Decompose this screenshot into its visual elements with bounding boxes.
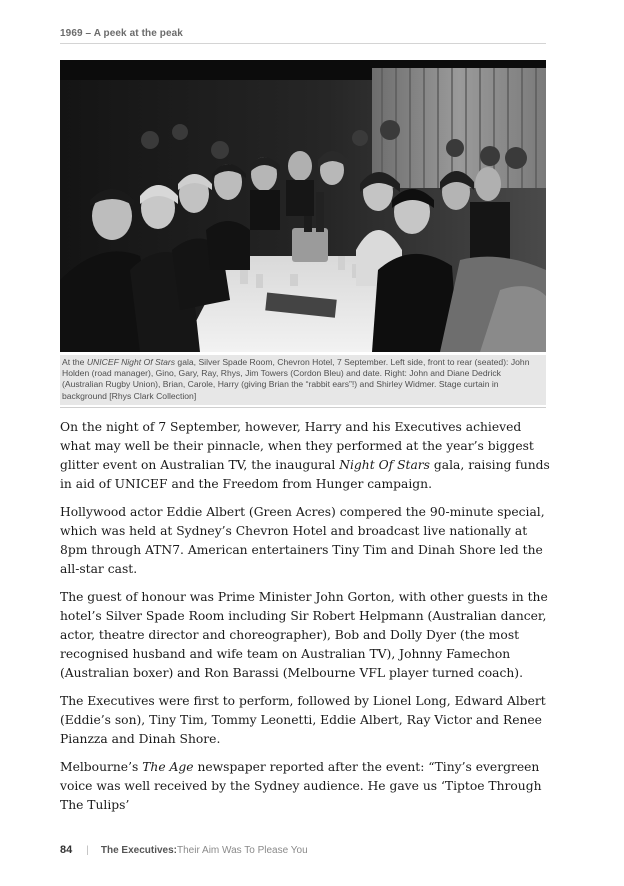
paragraph-5-italic: The Age [142,760,194,774]
caption-intro: At the [62,357,87,367]
paragraph-1-italic: Night Of Stars [339,458,430,472]
caption-details: gala, Silver Spade Room, Chevron Hotel, 7 September. Left side, front to rear (seated): John Holden (road manager), Gino, Gary, Ray, Rhys, Jim Towers (Cordon Bleu) and date. Right: John and Diane Dedrick (Australian Rugby Union), Brian, Carole, Harry (giving Brian the “rabbit ears”!) and Shirley Widmer. Stage curtain in background [Rhys Clark Collection] [62,357,530,401]
book-subtitle: Their Aim Was To Please You [177,844,308,856]
body-text [60,418,550,824]
paragraph-1-text-a: On the night of 7 September, however, Harry and his Executives achieved what may well be their pinnacle, when they performed at the year’s biggest glitter event on Australian TV, the inaugural [60,420,534,472]
header-divider [60,43,546,44]
gala-photo [60,60,546,352]
paragraph-1-text-b: gala, raising funds in aid of UNICEF and the Freedom from Hunger campaign. [60,458,550,491]
running-head: 1969 – A peek at the peak [60,28,183,39]
caption-divider [60,407,546,408]
paragraph-5 [60,758,550,815]
photo-caption [60,355,546,405]
page-number: 84 [60,844,73,856]
book-title: The Executives: [100,844,178,856]
paragraph-3: The guest of honour was Prime Minister John Gorton, with other guests in the hotel’s Silver Spade Room including Sir Robert Helpmann (Australian dancer, actor, theatre director and choreographer), Bob and Dolly Dyer (the most recognised husband and wife team on Australian TV), Johnny Famechon (Australian boxer) and Ron Barassi (Melbourne VFL player turned coach). [60,590,548,680]
paragraph-5-text-a: Melbourne’s [60,760,143,774]
paragraph-5-text-b: newspaper reported after the event: “Tiny’s evergreen voice was well received by the Sydney audience. He gave us ‘Tiptoe Through The Tulips’ [60,760,542,812]
caption-event-name: UNICEF Night Of Stars [86,357,176,367]
paragraph-1 [60,418,550,494]
footer-separator: | [86,844,89,856]
paragraph-2: Hollywood actor Eddie Albert (Green Acres) compered the 90-minute special, which was held at Sydney’s Chevron Hotel and broadcast live nationally at 8pm through ATN7. American entertainers Tiny Tim and Dinah Shore led the all-star cast. [60,505,545,576]
paragraph-4: The Executives were first to perform, followed by Lionel Long, Edward Albert (Eddie’s son), Tiny Tim, Tommy Leonetti, Eddie Albert, Ray Victor and Renee Pianzza and Dinah Shore. [60,694,546,746]
page-footer [60,844,308,856]
